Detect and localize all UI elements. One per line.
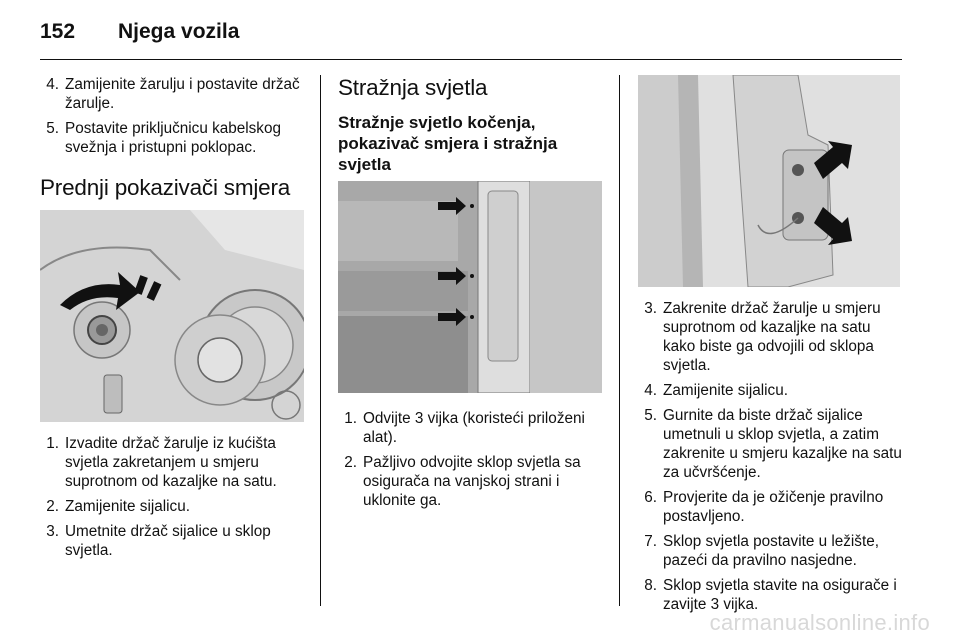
step-number: 8. (644, 577, 657, 594)
step-number: 5. (46, 120, 59, 137)
front-indicator-illustration (40, 210, 304, 422)
list-item (40, 75, 304, 113)
step-number: 5. (644, 407, 657, 424)
list-item (338, 453, 602, 510)
bulb-holder-illustration (638, 75, 900, 287)
list-item (638, 381, 902, 400)
step-text: Umetnite držač sijalice u sklop svjetla. (65, 523, 271, 559)
column-divider-1 (320, 75, 321, 606)
steps-list (338, 409, 602, 510)
list-item (638, 488, 902, 526)
section-heading-front-indicators: Prednji pokazivači smjera (40, 175, 291, 200)
list-item (40, 522, 304, 560)
list-item (638, 532, 902, 570)
steps-list (638, 299, 902, 614)
step-number: 6. (644, 489, 657, 506)
list-item (638, 576, 902, 614)
rear-light-illustration (338, 181, 602, 393)
step-number: 1. (46, 435, 59, 452)
step-number: 7. (644, 533, 657, 550)
step-text: Pažljivo odvojite sklop svjetla sa osigurača na vanjskoj strani i uklonite ga. (363, 454, 581, 509)
column-divider-2 (619, 75, 620, 606)
step-number: 3. (644, 300, 657, 317)
step-text: Gurnite da biste držač sijalice umetnuli u sklop svjetla, a zatim zakrenite u smjeru kazaljke na satu za učvršćenje. (663, 407, 902, 481)
step-number: 4. (46, 76, 59, 93)
step-text: Sklop svjetla postavite u ležište, pazeći da pravilno nasjedne. (663, 533, 879, 569)
step-number: 1. (344, 410, 357, 427)
section-heading-rear-lights: Stražnja svjetla (338, 75, 488, 100)
list-item (338, 409, 602, 447)
step-text: Zakrenite držač žarulje u smjeru suprotnom od kazaljke na satu kako biste ga odvojili od sklopa svjetla. (663, 300, 881, 374)
bulb-holder-figure (638, 75, 900, 287)
step-number: 2. (46, 498, 59, 515)
page-title: Njega vozila (118, 20, 240, 43)
step-number: 3. (46, 523, 59, 540)
list-item (638, 406, 902, 482)
step-text: Zamijenite žarulju i postavite držač žarulje. (65, 76, 300, 112)
step-text: Provjerite da je ožičenje pravilno postavljeno. (663, 489, 884, 525)
step-text: Zamijenite sijalicu. (65, 498, 190, 515)
step-text: Izvadite držač žarulje iz kućišta svjetla zakretanjem u smjeru suprotnom od kazaljke na satu. (65, 435, 277, 490)
page-header (40, 14, 239, 50)
step-text: Postavite priključnicu kabelskog svežnja i pristupni poklopac. (65, 120, 281, 156)
list-item (40, 497, 304, 516)
steps-list-bottom (40, 434, 304, 560)
step-text: Sklop svjetla stavite na osigurače i zavijte 3 vijka. (663, 577, 897, 613)
column-1 (40, 75, 304, 566)
step-number: 2. (344, 454, 357, 471)
header-divider (40, 59, 902, 60)
step-text: Zamijenite sijalicu. (663, 382, 788, 399)
step-number: 4. (644, 382, 657, 399)
front-indicator-figure (40, 210, 304, 422)
list-item (40, 434, 304, 491)
column-3 (638, 75, 902, 620)
rear-light-figure (338, 181, 602, 393)
subsection-heading: Stražnje svjetlo kočenja, pokazivač smjera i stražnja svjetla (338, 113, 558, 174)
step-text: Odvijte 3 vijka (koristeći priloženi alat). (363, 410, 585, 446)
column-2 (338, 75, 602, 516)
steps-list-top (40, 75, 304, 157)
watermark: carmanualsonline.info (709, 610, 930, 635)
list-item (40, 119, 304, 157)
list-item (638, 299, 902, 375)
page-number: 152 (40, 20, 76, 43)
